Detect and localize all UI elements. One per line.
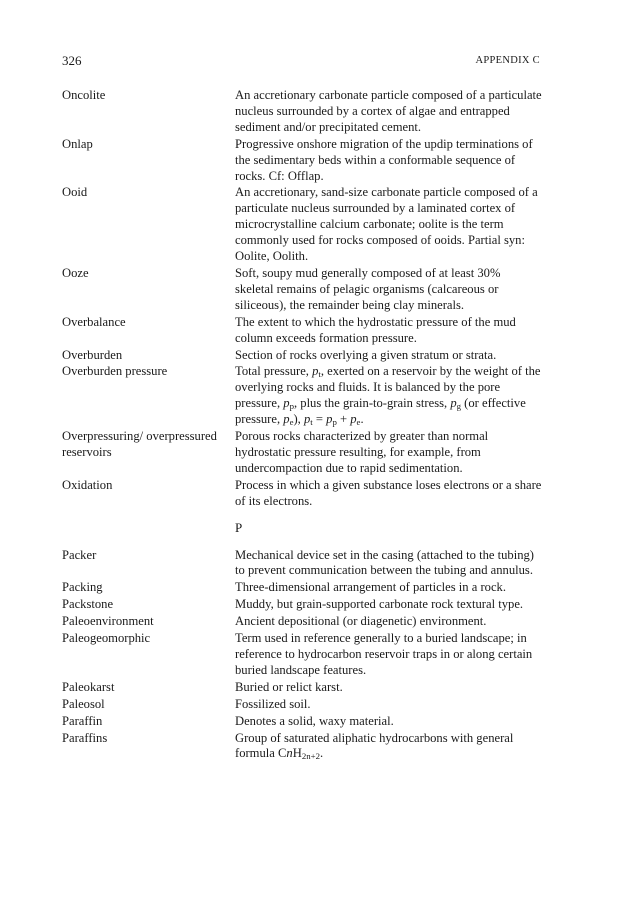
- math-subscript: e: [289, 417, 294, 428]
- definition-text: .: [320, 746, 324, 761]
- running-head: APPENDIX C: [475, 55, 540, 66]
- entry-term: Ooid: [62, 185, 88, 200]
- entry-term: Overbalance: [62, 314, 126, 329]
- glossary-entry: [62, 348, 542, 364]
- entry-definition: Denotes a solid, waxy material.: [235, 713, 394, 728]
- math-symbol: p: [303, 412, 311, 427]
- math-symbol: n: [286, 746, 293, 761]
- entry-term: Oxidation: [62, 477, 113, 492]
- entry-term: Paraffins: [62, 730, 108, 745]
- entry-term: Overburden: [62, 347, 123, 362]
- entry-definition: Buried or relict karst.: [235, 679, 343, 694]
- entry-definition: The extent to which the hydrostatic pressure of the mud column exceeds formation pressure.: [235, 314, 516, 345]
- glossary-entry: [62, 88, 542, 136]
- math-subscript: 2n+2: [301, 751, 321, 762]
- entry-term: Paleogeomorphic: [62, 631, 151, 646]
- math-symbol: p: [312, 364, 319, 379]
- definition-text: , exerted on a reservoir by the weight of the overlying rocks and fluids. It is balanced by the pore pressure,: [235, 364, 541, 411]
- glossary-entry: [62, 697, 542, 713]
- entry-definition: Soft, soupy mud generally composed of at least 30% skeletal remains of pelagic organisms (calcareous or siliceous), the remainder being clay minerals.: [235, 265, 501, 312]
- definition-text: =: [312, 412, 327, 427]
- page-number: 326: [62, 53, 82, 68]
- math-subscript: g: [456, 401, 462, 412]
- definition-text: H: [292, 746, 302, 761]
- glossary-entry: [62, 714, 542, 730]
- math-subscript: p: [289, 401, 294, 412]
- entry-definition: Term used in reference generally to a buried landscape; in reference to hydrocarbon reservoir traps in or along certain buried landscape features.: [235, 631, 533, 677]
- math-symbol: p: [283, 412, 290, 427]
- glossary-entry: [62, 315, 542, 347]
- definition-text: +: [336, 412, 351, 427]
- entry-term: Packer: [62, 547, 97, 562]
- glossary-entry: [62, 137, 542, 185]
- entry-definition: [235, 364, 542, 428]
- glossary-entry: [62, 631, 542, 679]
- entry-definition: Progressive onshore migration of the updip terminations of the sedimentary beds within a conformable sequence of rocks. Cf: Offlap.: [235, 136, 533, 183]
- entry-definition: Section of rocks overlying a given stratum or strata.: [235, 347, 497, 362]
- entry-definition: An accretionary carbonate particle composed of a particulate nucleus surrounded by a cortex of algae and entrapped sediment and/or precipitated cement.: [235, 88, 542, 134]
- glossary-entry: [62, 597, 542, 613]
- glossary-entry: [62, 266, 542, 314]
- definition-text: Group of saturated aliphatic hydrocarbons with general formula C: [235, 730, 514, 761]
- entry-term: Paraffin: [62, 713, 103, 728]
- entry-term: Paleokarst: [62, 679, 115, 694]
- math-subscript: t: [318, 369, 321, 380]
- math-symbol: p: [350, 412, 357, 427]
- entry-term: Paleosol: [62, 696, 105, 711]
- glossary-entry: [62, 614, 542, 630]
- entry-definition: Process in which a given substance loses electrons or a share of its electrons.: [235, 477, 542, 508]
- math-subscript: p: [332, 417, 337, 428]
- definition-text: Total pressure,: [235, 364, 313, 379]
- entry-definition: Porous rocks characterized by greater than normal hydrostatic pressure resulting, for example, from undercompaction due to rapid sedimentation.: [235, 429, 489, 475]
- entry-term: Ooze: [62, 265, 89, 280]
- math-symbol: p: [450, 396, 457, 411]
- glossary-entry: [62, 429, 542, 477]
- glossary-list: [62, 88, 542, 762]
- math-symbol: p: [326, 412, 333, 427]
- entry-term: Packing: [62, 580, 103, 595]
- glossary-entry: [62, 478, 542, 510]
- entry-term: Overpressuring/ overpressured reservoirs: [62, 429, 217, 459]
- section-letter: P: [235, 519, 243, 535]
- entry-definition: Mechanical device set in the casing (attached to the tubing) to prevent communication between the tubing and annulus.: [235, 547, 534, 578]
- glossary-entry: [62, 680, 542, 696]
- entry-definition: An accretionary, sand-size carbonate particle composed of a particulate nucleus surrounded by a laminated cortex of microcrystalline calcium carbonate; oolite is the term commonly used for rocks composed of ooids. Partial syn: Oolite, Oolith.: [235, 185, 538, 264]
- entry-definition: Ancient depositional (or diagenetic) environment.: [235, 614, 487, 629]
- glossary-entry: [62, 731, 542, 763]
- glossary-entry: [62, 185, 542, 265]
- entry-term: Overburden pressure: [62, 364, 168, 379]
- entry-definition: Muddy, but grain-supported carbonate rock textural type.: [235, 597, 524, 612]
- definition-text: ),: [293, 412, 304, 427]
- entry-definition: Three-dimensional arrangement of particles in a rock.: [235, 580, 506, 595]
- math-symbol: p: [283, 396, 290, 411]
- glossary-entry: [62, 580, 542, 596]
- entry-term: Oncolite: [62, 88, 106, 102]
- entry-definition: Fossilized soil.: [235, 696, 311, 711]
- definition-text: (or effective pressure,: [235, 396, 526, 427]
- math-subscript: t: [310, 417, 313, 428]
- glossary-entry: [62, 364, 542, 428]
- math-subscript: e: [356, 417, 361, 428]
- entry-term: Onlap: [62, 136, 93, 151]
- entry-term: Paleoenvironment: [62, 614, 154, 629]
- definition-text: , plus the grain-to-grain stress,: [293, 396, 451, 411]
- entry-definition: [235, 731, 542, 763]
- definition-text: .: [360, 412, 364, 427]
- entry-term: Packstone: [62, 597, 114, 612]
- glossary-entry: [62, 548, 542, 580]
